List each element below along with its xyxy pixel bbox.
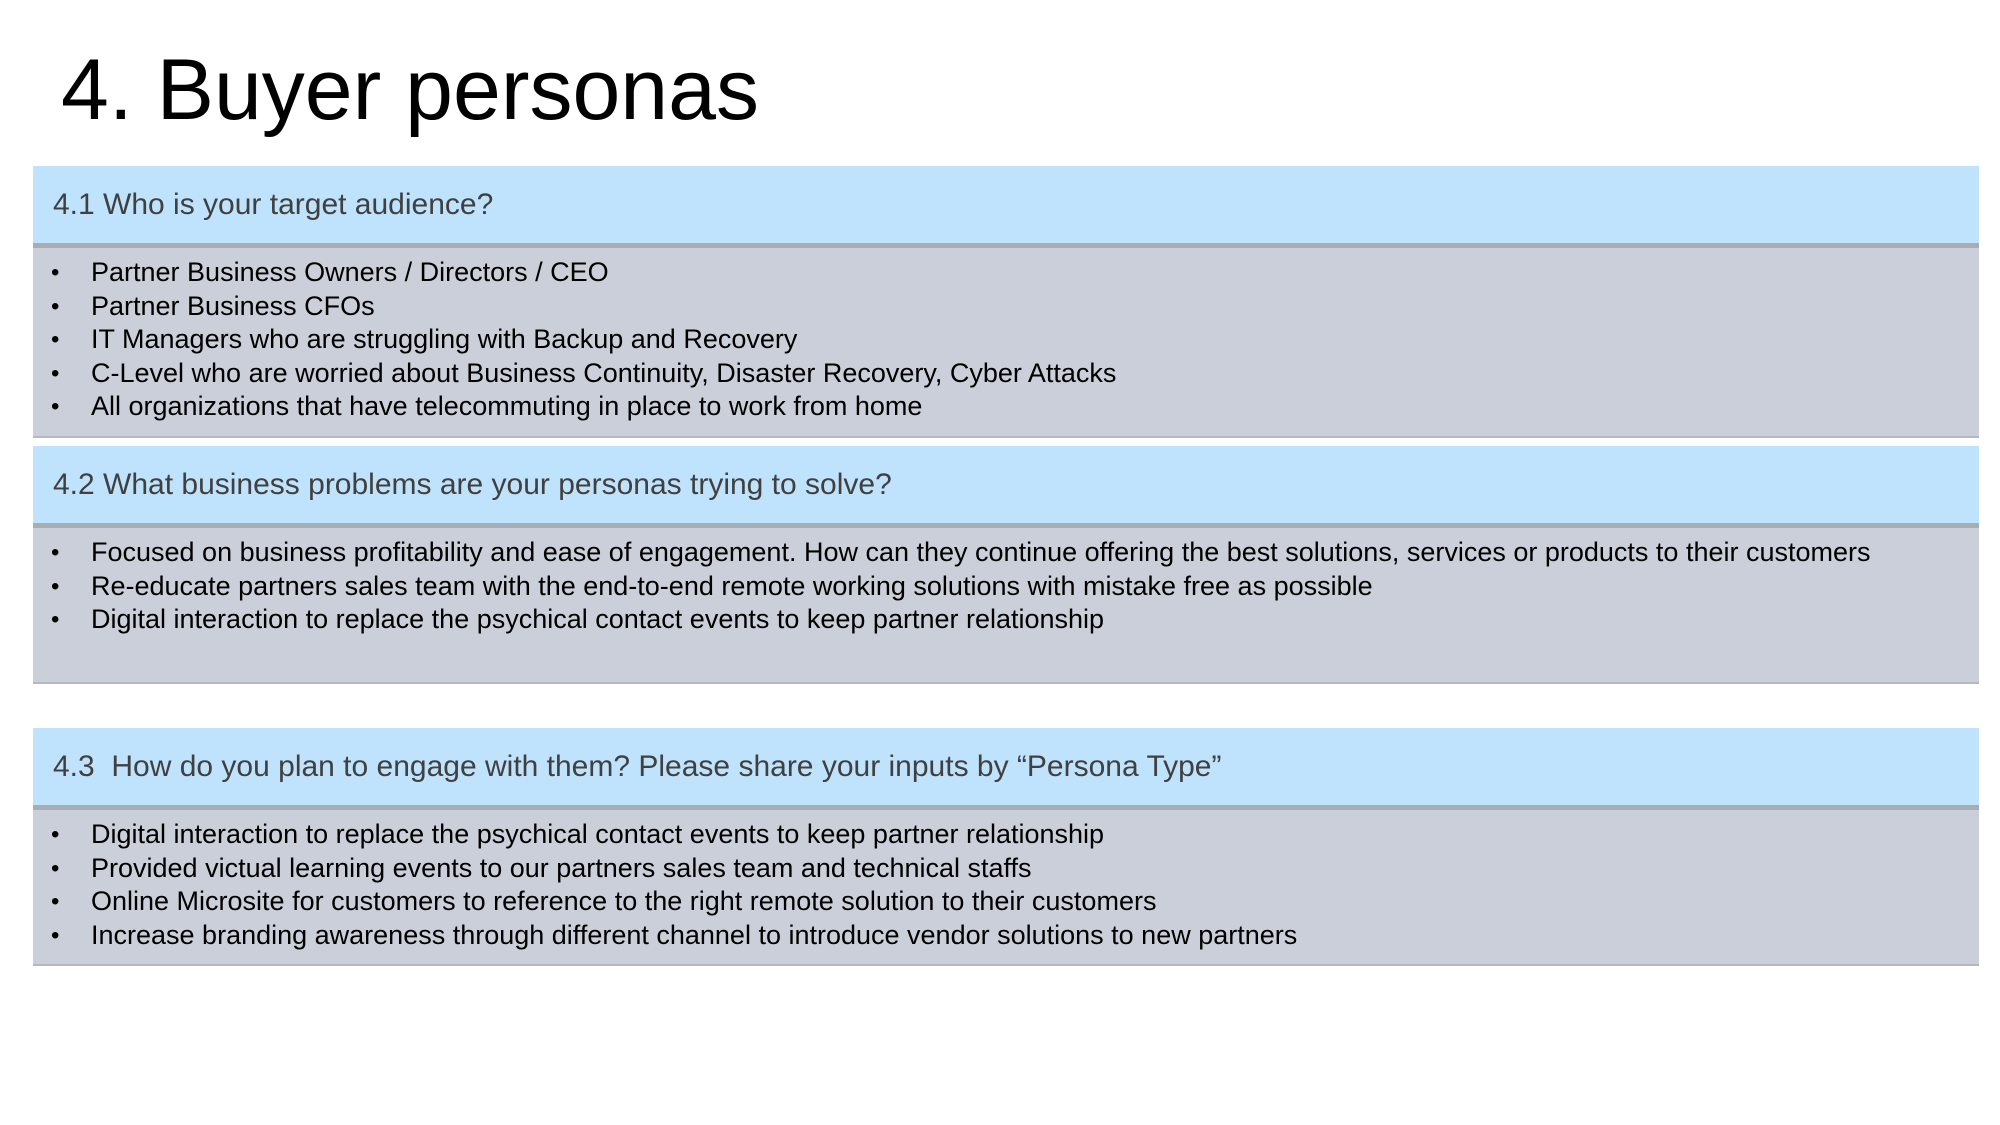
list-item	[33, 290, 1979, 324]
list-item	[33, 357, 1979, 391]
bullet-list	[33, 810, 1979, 952]
list-item	[33, 323, 1979, 357]
bullet-icon: •	[51, 606, 60, 634]
section-target-audience	[33, 166, 1979, 438]
list-item-text: Partner Business CFOs	[91, 290, 375, 321]
bullet-icon: •	[51, 572, 60, 600]
bullet-icon: •	[51, 259, 60, 286]
bullet-list	[33, 248, 1979, 424]
list-item-text: Digital interaction to replace the psychical contact events to keep partner relationship	[91, 819, 1105, 849]
section-engagement-plan	[33, 728, 1979, 966]
list-item-text: Focused on business profitability and ease of engagement. How can they continue offering the best solutions, services or products to their customers	[91, 537, 1871, 567]
list-item	[33, 536, 1979, 570]
list-item-text: Online Microsite for customers to reference to the right remote solution to their customers	[91, 886, 1157, 917]
list-item	[33, 603, 1979, 637]
bullet-icon: •	[51, 888, 60, 916]
section-header	[33, 166, 1979, 248]
list-item	[33, 919, 1979, 953]
list-item	[33, 818, 1979, 852]
list-item	[33, 570, 1979, 604]
page-title: 4. Buyer personas	[61, 42, 759, 138]
list-item	[33, 852, 1979, 886]
section-header	[33, 728, 1979, 810]
bullet-icon: •	[51, 326, 60, 354]
list-item	[33, 390, 1979, 424]
list-item-text: IT Managers who are struggling with Backup and Recovery	[91, 324, 798, 355]
section-heading: 4.3 How do you plan to engage with them? Please share your inputs by “Persona Type”	[53, 749, 1222, 783]
bullet-icon: •	[51, 539, 60, 566]
list-item-text: Increase branding awareness through different channel to introduce vendor solutions to new partners	[91, 919, 1298, 950]
bullet-icon: •	[51, 854, 60, 882]
bullet-icon: •	[51, 821, 60, 848]
list-item-text: Digital interaction to replace the psychical contact events to keep partner relationship	[91, 604, 1105, 635]
bullet-icon: •	[51, 292, 60, 320]
section-business-problems	[33, 446, 1979, 684]
list-item-text: Re-educate partners sales team with the end-to-end remote working solutions with mistake free as possible	[91, 570, 1373, 601]
bullet-icon: •	[51, 393, 60, 421]
bullet-list	[33, 528, 1979, 637]
list-item	[33, 885, 1979, 919]
bullet-icon: •	[51, 359, 60, 387]
list-item-text: All organizations that have telecommuting in place to work from home	[91, 391, 923, 422]
list-item-text: Provided victual learning events to our partners sales team and technical staffs	[91, 852, 1032, 883]
section-body	[33, 248, 1979, 438]
section-heading: 4.1 Who is your target audience?	[53, 187, 494, 221]
section-heading: 4.2 What business problems are your personas trying to solve?	[53, 467, 892, 501]
list-item-text: Partner Business Owners / Directors / CEO	[91, 257, 609, 287]
list-item	[33, 256, 1979, 290]
section-body	[33, 810, 1979, 966]
section-header	[33, 446, 1979, 528]
section-body	[33, 528, 1979, 684]
bullet-icon: •	[51, 921, 60, 949]
list-item-text: C-Level who are worried about Business Continuity, Disaster Recovery, Cyber Attacks	[91, 357, 1117, 388]
